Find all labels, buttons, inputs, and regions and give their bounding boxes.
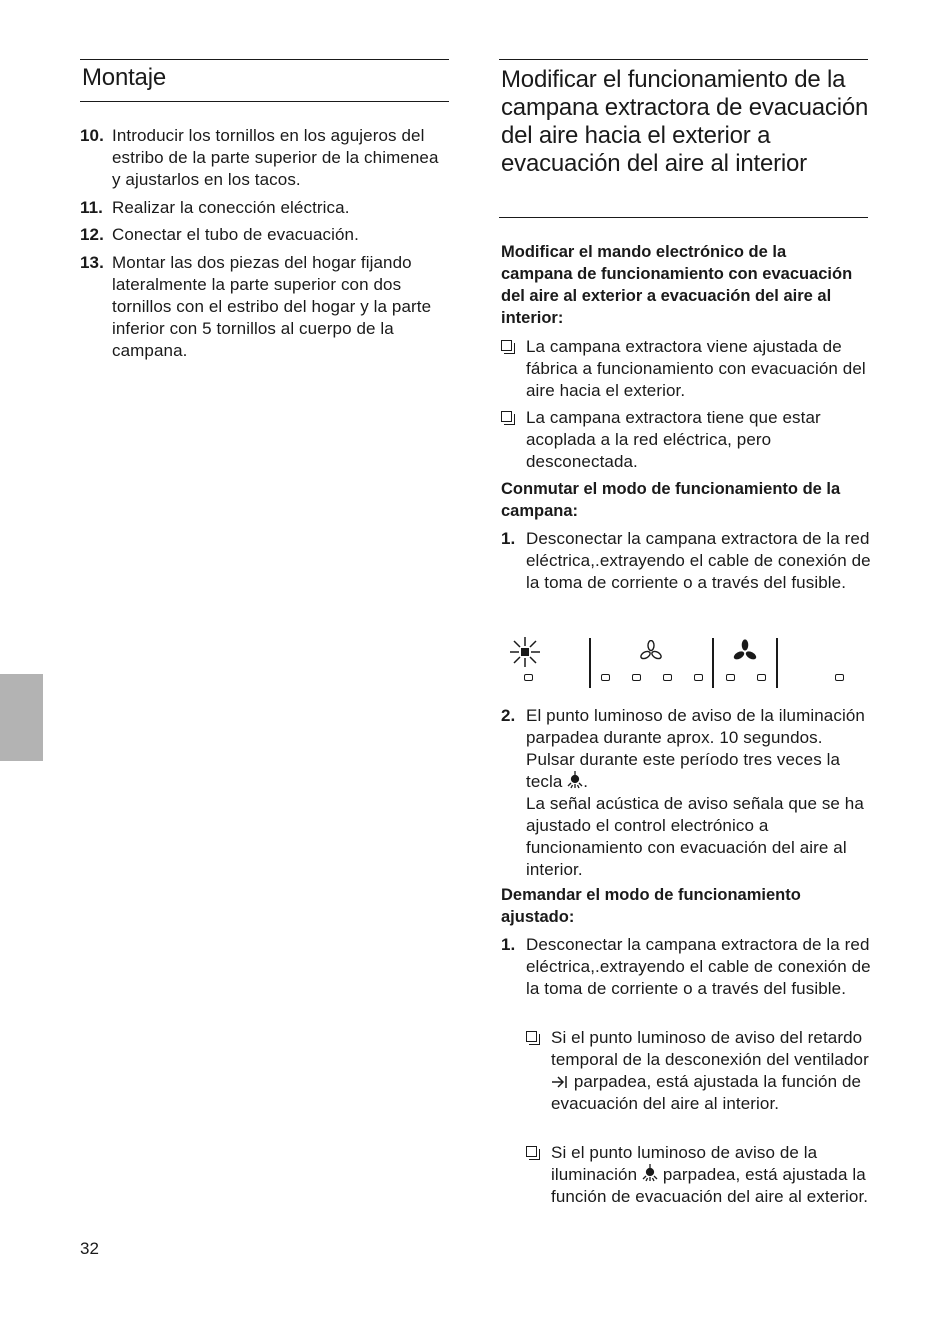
item-number: 12. — [80, 225, 104, 244]
indicator-led — [726, 674, 735, 681]
sub-bullet-item — [526, 1027, 871, 1139]
item-number: 13. — [80, 253, 104, 272]
item-text: Introducir los tornillos en los agujeros del estribo de la parte superior de la chimenea y ajustarlos en los tacos. — [112, 126, 439, 189]
bullet-text: La campana extractora viene ajustada de fábrica a funcionamiento con evacuación del aire hacia el exterior. — [526, 337, 866, 400]
checkbox-bullet-icon — [526, 1031, 537, 1042]
checkbox-bullet-icon — [526, 1146, 537, 1157]
section-title-modificar: Modificar el funcionamiento de la campana extractora de evacuación del aire hacia el exterior a evacuación del aire al interior — [501, 66, 869, 177]
step-number: 1. — [501, 529, 516, 548]
timer-arrow-icon — [551, 1075, 569, 1089]
subheading-conmutar: Conmutar el modo de funcionamiento de la campana: — [501, 480, 841, 520]
sub-bullet-text-end: parpadea, está ajustada la función de evacuación del aire al exterior. — [551, 1165, 869, 1206]
item-text: Conectar el tubo de evacuación. — [112, 225, 359, 244]
indicator-led — [524, 674, 533, 681]
checkbox-bullet-icon — [501, 411, 512, 422]
bullet-text: La campana extractora tiene que estar acoplada a la red eléctrica, pero desconectada. — [526, 408, 821, 471]
sub-bullet-text-end: parpadea, está ajustada la función de evacuación del aire al interior. — [551, 1072, 862, 1113]
step-number: 2. — [501, 706, 516, 725]
item-text: Montar las dos piezas del hogar fijando lateralmente la parte superior con dos tornillos con el estribo del hogar y la parte inferior con 5 tornillos al cuerpo de la campana. — [112, 253, 432, 360]
chapter-tab — [0, 674, 43, 761]
step-text-note: La señal acústica de aviso señala que se ha ajustado el control electrónico a funcionamiento con evacuación del aire al interior. — [526, 794, 864, 879]
indicator-led — [663, 674, 672, 681]
fan-filled-icon — [733, 639, 757, 663]
bullet-item — [501, 407, 871, 475]
section-title-montaje: Montaje — [82, 64, 166, 91]
step-text: Desconectar la campana extractora de la red eléctrica,.extrayendo el cable de conexión de la toma de corriente o a través del fusible. — [526, 935, 871, 998]
checkbox-bullet-icon — [501, 340, 512, 351]
item-text: Realizar la conección eléctrica. — [112, 198, 350, 217]
indicator-led — [835, 674, 844, 681]
item-number: 10. — [80, 126, 104, 145]
subheading-demandar: Demandar el modo de funcionamiento ajustado: — [501, 886, 801, 926]
step-text-block — [526, 705, 871, 881]
list-item — [80, 197, 450, 219]
sub-bullet-item — [526, 1142, 871, 1232]
control-panel-diagram — [500, 630, 870, 700]
list-item — [80, 224, 450, 246]
right-top-rule — [499, 59, 868, 60]
list-item — [80, 125, 450, 195]
step-item — [501, 934, 871, 1024]
sub-bullet-text: Si el punto luminoso de aviso del retardo temporal de la desconexión del ventilador — [551, 1028, 869, 1069]
indicator-led — [757, 674, 766, 681]
left-top-rule — [80, 59, 449, 60]
step-item — [501, 705, 871, 881]
indicator-led — [694, 674, 703, 681]
sub-bullet-text-block — [551, 1027, 871, 1115]
lamp-key-icon — [567, 771, 583, 789]
step-item — [501, 528, 871, 618]
step-text-end: . — [583, 772, 589, 791]
lamp-key-icon — [642, 1164, 658, 1182]
right-bottom-rule — [499, 217, 868, 218]
indicator-led — [632, 674, 641, 681]
sub-bullet-text: Si el punto luminoso de aviso de la iluminación — [551, 1143, 818, 1184]
indicator-led — [601, 674, 610, 681]
step-text: Desconectar la campana extractora de la red eléctrica,.extrayendo el cable de conexión de la toma de corriente o a través del fusible. — [526, 529, 871, 592]
bullet-item — [501, 336, 871, 404]
step-number: 1. — [501, 935, 516, 954]
list-item — [80, 252, 450, 364]
fan-outline-icon — [640, 640, 662, 662]
step-text: El punto luminoso de aviso de la iluminación parpadea durante aprox. 10 segundos. Pulsar durante este período tres veces la tecla — [526, 706, 865, 791]
left-bottom-rule — [80, 101, 449, 102]
panel-separator — [776, 638, 778, 688]
panel-separator — [589, 638, 591, 688]
light-icon — [508, 635, 542, 669]
item-number: 11. — [80, 198, 103, 217]
page-number: 32 — [80, 1239, 99, 1258]
subheading-modificar-mando: Modificar el mando electrónico de la campana de funcionamiento con evacuación del aire al exterior a evacuación del aire al interior: — [501, 243, 853, 327]
panel-separator — [712, 638, 714, 688]
sub-bullet-text-block — [551, 1142, 871, 1208]
